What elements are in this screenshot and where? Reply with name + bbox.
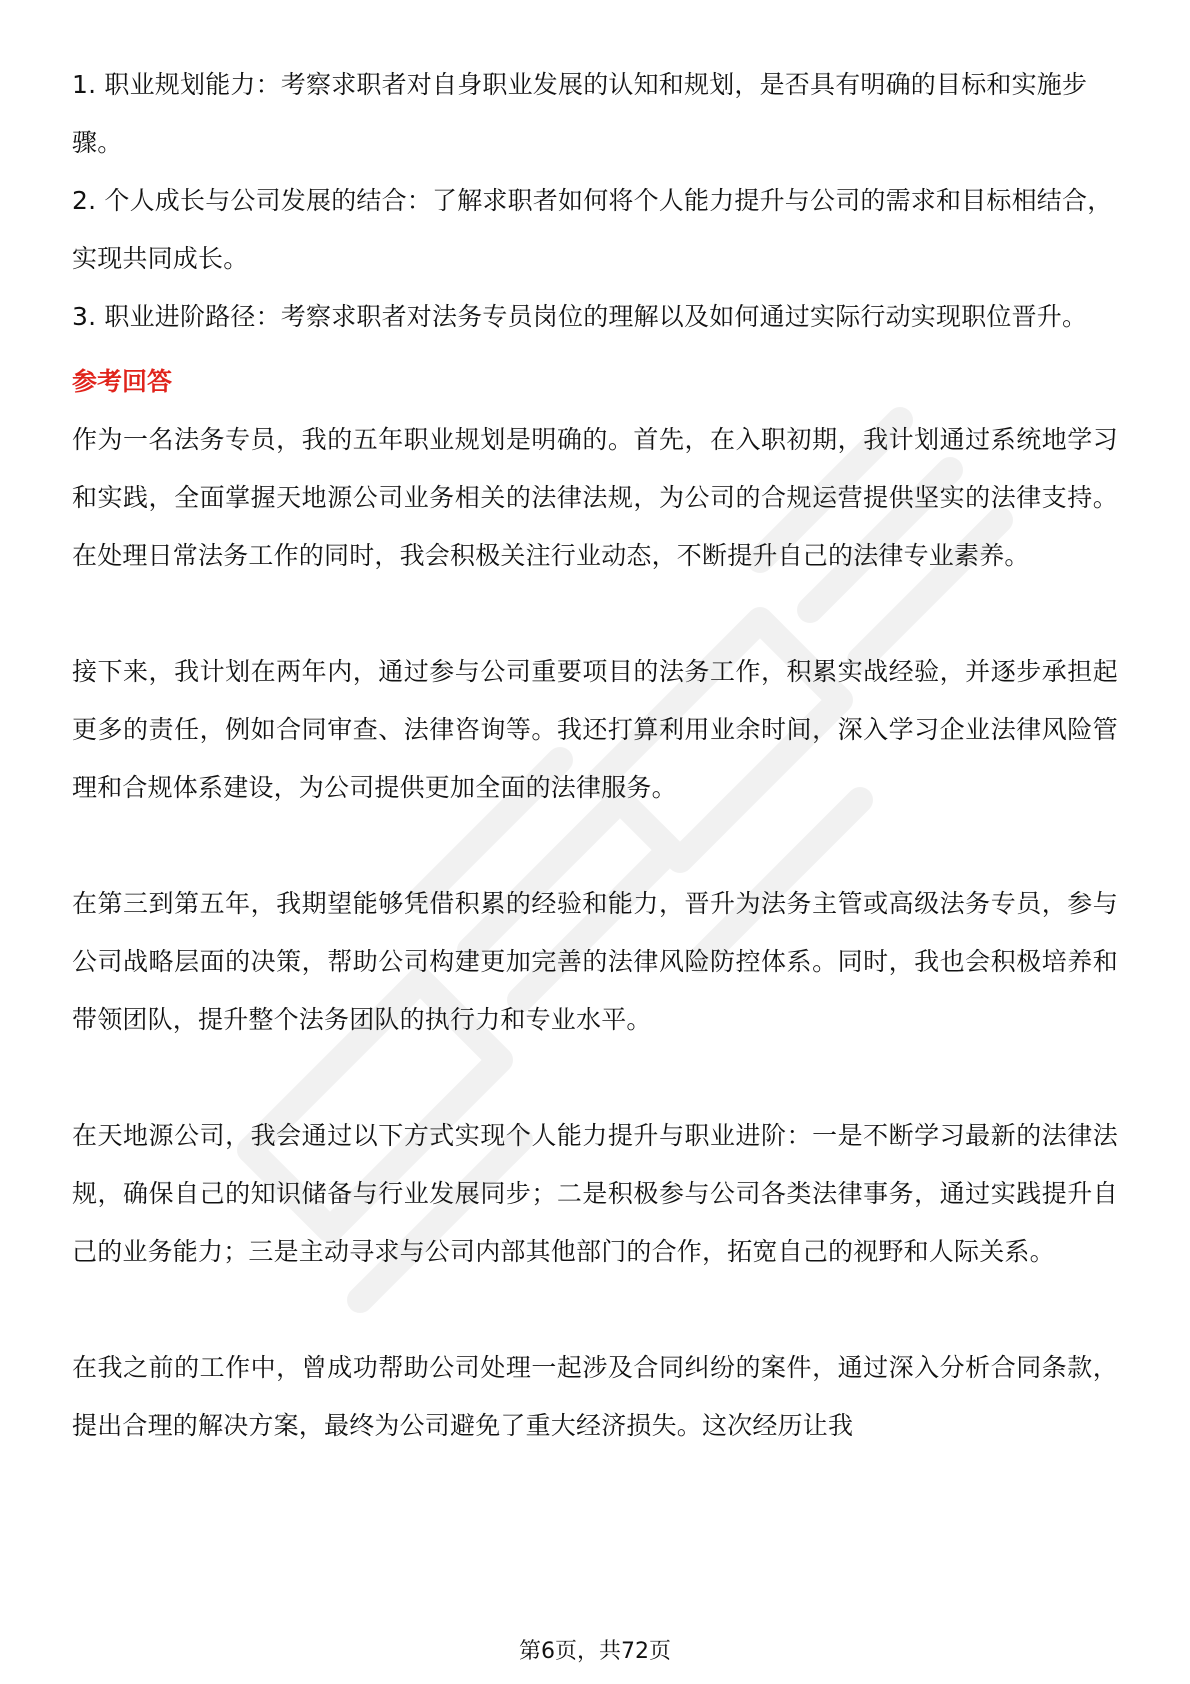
page-content	[72, 56, 1118, 1455]
focus-item-3: 3. 职业进阶路径：考察求职者对法务专员岗位的理解以及如何通过实际行动实现职位晋升。	[72, 302, 1088, 331]
paragraph-gap	[72, 585, 1118, 643]
page-number-footer: 第6页，共72页	[519, 1639, 671, 1664]
paragraph-gap	[72, 1281, 1118, 1339]
answer-paragraph-1: 作为一名法务专员，我的五年职业规划是明确的。首先，在入职初期，我计划通过系统地学习和实践，全面掌握天地源公司业务相关的法律法规，为公司的合规运营提供坚实的法律支持。在处理日常法务工作的同时，我会积极关注行业动态，不断提升自己的法律专业素养。	[72, 425, 1118, 570]
answer-paragraph-5: 在我之前的工作中，曾成功帮助公司处理一起涉及合同纠纷的案件，通过深入分析合同条款，提出合理的解决方案，最终为公司避免了重大经济损失。这次经历让我	[72, 1353, 1118, 1440]
reference-answer-heading: 参考回答	[72, 367, 173, 396]
paragraph-gap	[72, 1049, 1118, 1107]
answer-paragraph-2: 接下来，我计划在两年内，通过参与公司重要项目的法务工作，积累实战经验，并逐步承担起更多的责任，例如合同审查、法律咨询等。我还打算利用业余时间，深入学习企业法律风险管理和合规体系建设，为公司提供更加全面的法律服务。	[72, 657, 1118, 802]
answer-paragraph-4: 在天地源公司，我会通过以下方式实现个人能力提升与职业进阶：一是不断学习最新的法律法规，确保自己的知识储备与行业发展同步；二是积极参与公司各类法律事务，通过实践提升自己的业务能力；三是主动寻求与公司内部其他部门的合作，拓宽自己的视野和人际关系。	[72, 1121, 1118, 1266]
paragraph-gap	[72, 817, 1118, 875]
focus-item-1: 1. 职业规划能力：考察求职者对自身职业发展的认知和规划，是否具有明确的目标和实施步骤。	[72, 70, 1088, 157]
answer-paragraph-3: 在第三到第五年，我期望能够凭借积累的经验和能力，晋升为法务主管或高级法务专员，参与公司战略层面的决策，帮助公司构建更加完善的法律风险防控体系。同时，我也会积极培养和带领团队，提升整个法务团队的执行力和专业水平。	[72, 889, 1118, 1034]
focus-item-2: 2. 个人成长与公司发展的结合：了解求职者如何将个人能力提升与公司的需求和目标相结合，实现共同成长。	[72, 186, 1113, 273]
